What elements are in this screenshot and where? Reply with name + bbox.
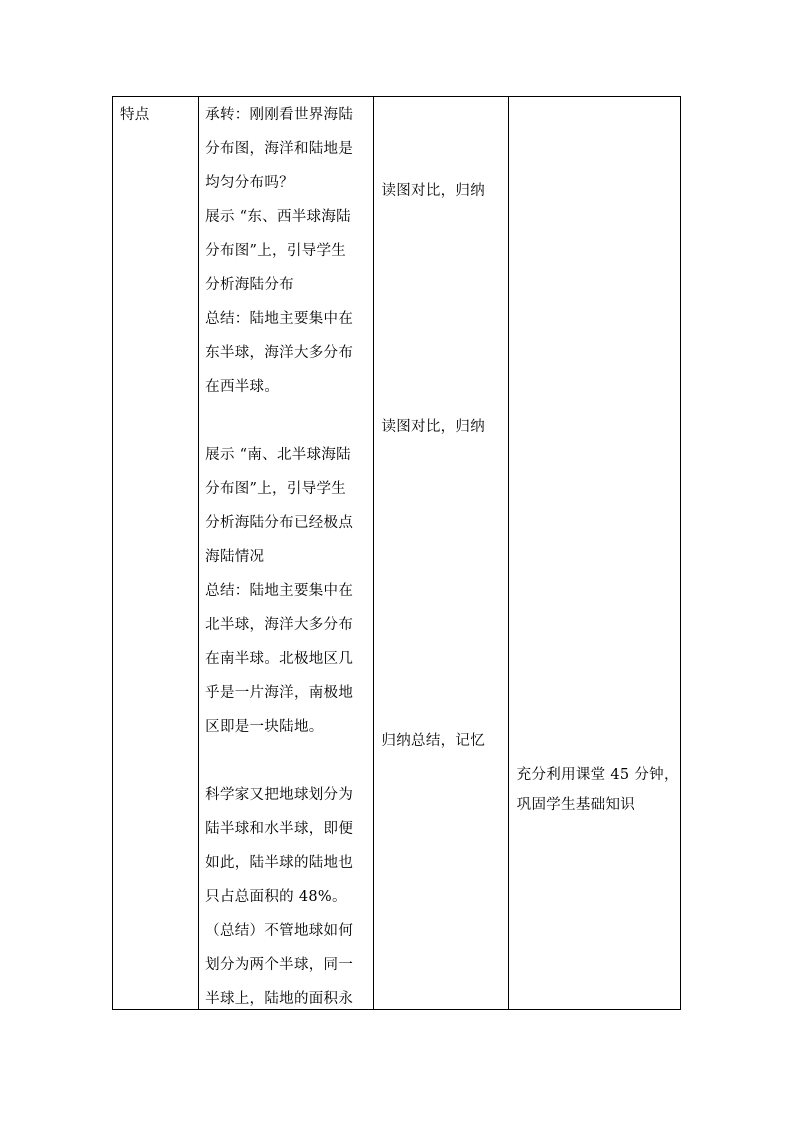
text-line: 如此，陆半球的陆地也 xyxy=(205,855,354,871)
text-line: 海陆情况 xyxy=(205,549,265,565)
text-line: 总结：陆地主要集中在 xyxy=(205,311,354,327)
text-line: 只占总面积的 48%。 xyxy=(205,889,347,905)
text-line: 总结：陆地主要集中在 xyxy=(205,583,354,599)
text-line: 分析海陆分布 xyxy=(205,277,294,293)
text-line: 北半球，海洋大多分布 xyxy=(205,617,354,633)
text-line xyxy=(205,404,353,438)
text-line: 巩固学生基础知识 xyxy=(516,797,636,813)
text-line: 承转：刚刚看世界海陆 xyxy=(205,107,354,123)
text-line: 展示 “南、北半球海陆 xyxy=(205,447,351,463)
section-cell xyxy=(113,97,199,1010)
text-line: 区即是一块陆地。 xyxy=(205,719,324,735)
text-line: 分布图”上，引导学生 xyxy=(205,481,347,497)
teacher-activity-cell xyxy=(199,97,374,1010)
text-line: 分布图”上，引导学生 xyxy=(205,243,347,259)
text-line: 分布图，海洋和陆地是 xyxy=(205,141,354,157)
text-line: 在西半球。 xyxy=(205,379,280,395)
student-activity-cell xyxy=(374,97,508,1010)
text-line: （总结）不管地球如何 xyxy=(205,923,354,939)
text-line: 陆半球和水半球，即便 xyxy=(205,821,354,837)
student-activity-2: 读图对比，归纳 xyxy=(381,419,486,435)
text-line: 东半球，海洋大多分布 xyxy=(205,345,354,361)
student-activity-1: 读图对比，归纳 xyxy=(381,183,486,199)
table-row xyxy=(113,97,681,1010)
text-line: 在南半球。北极地区几 xyxy=(205,651,354,667)
text-line: 均匀分布吗？ xyxy=(205,175,294,191)
design-intent-text xyxy=(517,760,679,820)
text-line: 展示 “东、西半球海陆 xyxy=(205,209,351,225)
text-line: 乎是一片海洋，南极地 xyxy=(205,685,354,701)
text-line: 半球上，陆地的面积永 xyxy=(205,991,354,1007)
design-intent-cell xyxy=(508,97,680,1010)
text-line: 充分利用课堂 45 分钟， xyxy=(516,767,679,783)
student-activity-3: 归纳总结，记忆 xyxy=(381,733,486,749)
text-line xyxy=(205,744,353,778)
text-line: 科学家又把地球划分为 xyxy=(205,787,354,803)
text-line: 分析海陆分布已经极点 xyxy=(205,515,354,531)
lesson-plan-table xyxy=(112,96,681,1010)
text-line: 划分为两个半球，同一 xyxy=(205,957,354,973)
teacher-activity-text xyxy=(205,98,353,1016)
section-label: 特点 xyxy=(120,107,150,123)
